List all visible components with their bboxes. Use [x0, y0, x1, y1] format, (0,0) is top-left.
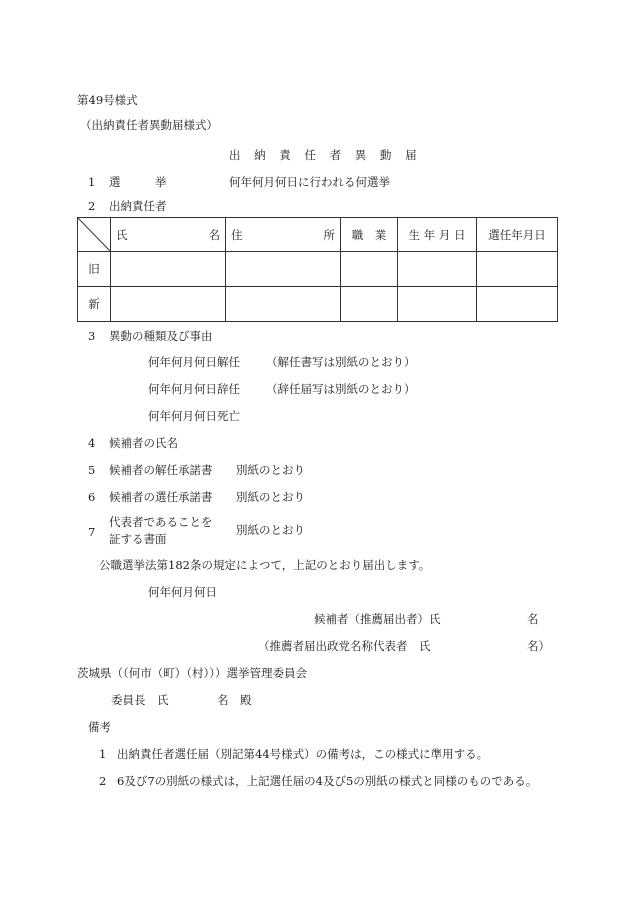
representative-suffix: 名） — [527, 639, 550, 653]
change-line-1-note: （解任書写は別紙のとおり） — [266, 355, 416, 369]
item-3-label: 異動の種類及び事由 — [109, 329, 213, 343]
applicant-label: 候補者（推薦届出者）氏 — [314, 612, 441, 626]
addressee: 茨城県（（何市（町）（村）））選挙管理委員会 — [77, 666, 307, 680]
item-6-number: 6 — [88, 490, 96, 504]
cell-address — [226, 287, 341, 322]
item-7-number: 7 — [88, 525, 96, 539]
table-row-new — [78, 287, 558, 322]
item-7-value: 別紙のとおり — [236, 523, 305, 537]
header-name: 氏 名 — [111, 218, 226, 252]
item-1-number: 1 — [88, 175, 96, 189]
table-corner-cell — [78, 218, 111, 252]
header-occupation: 職 業 — [341, 218, 398, 252]
remarks-heading: 備考 — [88, 720, 111, 734]
submission-date: 何年何月何日 — [148, 585, 217, 599]
header-address: 住 所 — [226, 218, 341, 252]
row-label: 新 — [78, 287, 111, 322]
item-1-value: 何年何月何日に行われる何選挙 — [229, 175, 390, 189]
remark-2-text: 6及び7の別紙の様式は，上記選任届の4及び5の別紙の様式と同様のものである。 — [117, 774, 538, 788]
item-7-label-line-2: 証する書面 — [109, 532, 167, 546]
change-line-2-note: （辞任届写は別紙のとおり） — [266, 382, 416, 396]
item-2-number: 2 — [88, 199, 96, 213]
treasurer-table — [77, 217, 558, 322]
representative-label: （推薦者届出政党名称代表者 氏 — [258, 639, 431, 653]
item-4-number: 4 — [88, 436, 96, 450]
chairperson-suffix: 名 殿 — [217, 693, 252, 707]
remark-1-number: 1 — [99, 747, 107, 761]
item-5-label: 候補者の解任承諾書 — [109, 463, 213, 477]
header-birthdate: 生 年 月 日 — [398, 218, 477, 252]
chairperson-label: 委員長 氏 — [111, 693, 169, 707]
item-4-label: 候補者の氏名 — [109, 436, 178, 450]
item-6-value: 別紙のとおり — [236, 490, 305, 504]
cell-appointment-date — [477, 287, 558, 322]
page-title: 出 納 責 任 者 異 動 届 — [229, 148, 422, 162]
cell-occupation — [341, 252, 398, 287]
item-7-label-line-1: 代表者であることを — [109, 515, 213, 529]
item-6-label: 候補者の選任承諾書 — [109, 490, 213, 504]
cell-address — [226, 252, 341, 287]
form-number: 第49号様式 — [77, 93, 138, 107]
header-appointment-date: 選任年月日 — [477, 218, 558, 252]
table-header-row — [78, 218, 558, 252]
cell-name — [111, 252, 226, 287]
change-line-3: 何年何月何日死亡 — [148, 409, 240, 423]
item-2-label: 出納責任者 — [109, 199, 167, 213]
statement: 公職選挙法第182条の規定によつて，上記のとおり届出します。 — [99, 558, 431, 572]
remark-1-text: 出納責任者選任届（別記第44号様式）の備考は，この様式に準用する。 — [117, 747, 489, 761]
change-line-2: 何年何月何日辞任 — [148, 382, 240, 396]
item-5-number: 5 — [88, 463, 96, 477]
cell-occupation — [341, 287, 398, 322]
item-3-number: 3 — [88, 329, 96, 343]
cell-name — [111, 287, 226, 322]
diagonal-line — [78, 218, 110, 251]
cell-birthdate — [398, 287, 477, 322]
item-1-label: 選 挙 — [109, 175, 167, 189]
table-row-old — [78, 252, 558, 287]
change-line-1: 何年何月何日解任 — [148, 355, 240, 369]
row-label: 旧 — [78, 252, 111, 287]
form-subtitle: （出納責任者異動届様式） — [80, 118, 218, 132]
remark-2-number: 2 — [99, 774, 107, 788]
applicant-suffix: 名 — [527, 612, 539, 626]
cell-appointment-date — [477, 252, 558, 287]
cell-birthdate — [398, 252, 477, 287]
item-5-value: 別紙のとおり — [236, 463, 305, 477]
